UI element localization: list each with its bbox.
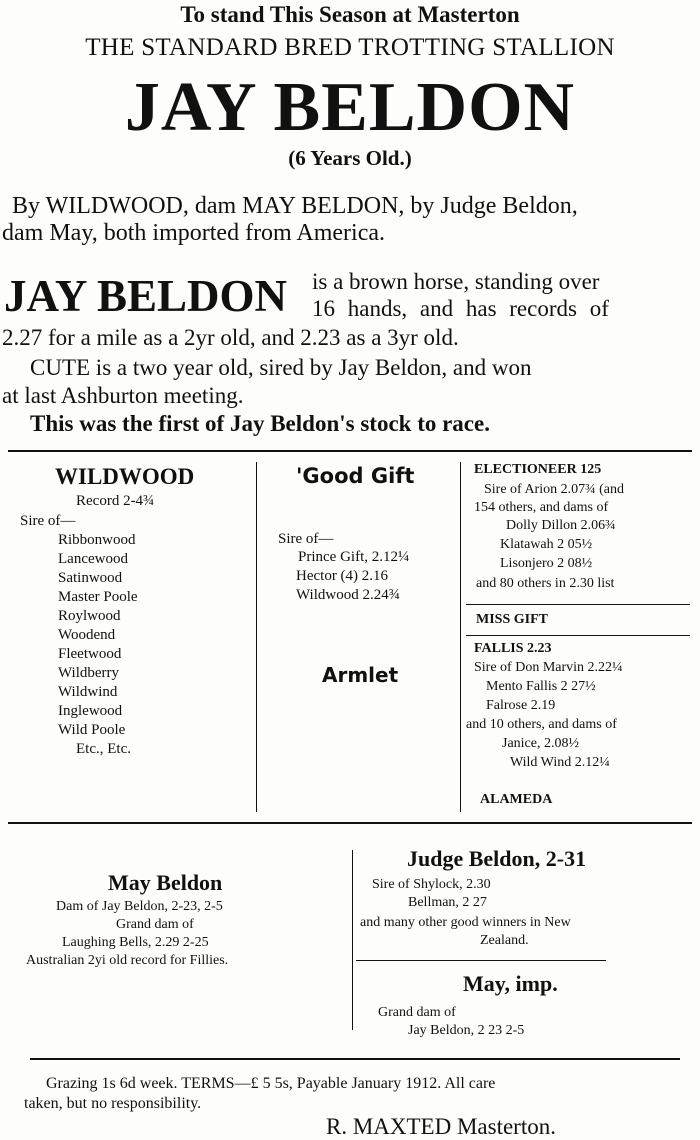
footer-rule: [30, 1058, 680, 1060]
pedigree-divider-1: [256, 462, 257, 812]
breeding-line-2: dam May, both imported from America.: [2, 220, 386, 246]
list-item: Wildwind: [58, 684, 118, 700]
fallis-line-1: Sire of Don Marvin 2.22¼: [474, 660, 623, 675]
header-line-1: To stand This Season at Masterton: [180, 2, 520, 27]
judge-beldon-line-1: Sire of Shylock, 2.30: [372, 877, 491, 892]
may-imp-line-1: Grand dam of: [378, 1005, 456, 1020]
description-line-1: is a brown horse, standing over: [312, 269, 600, 294]
breeding-line-1: By WILDWOOD, dam MAY BELDON, by Judge Beldon,: [12, 193, 578, 219]
fallis-line-3: Falrose 2.19: [486, 698, 556, 713]
pedigree-bottom-split: [356, 960, 606, 961]
wildwood-name: WILDWOOD: [55, 464, 195, 489]
fallis-name: FALLIS 2.23: [474, 641, 552, 656]
list-item: Woodend: [58, 627, 116, 643]
terms-line-2: taken, but no responsibility.: [24, 1095, 202, 1112]
fallis-line-2: Mento Fallis 2 27½: [486, 679, 596, 694]
fallis-line-6: Wild Wind 2.12¼: [510, 755, 610, 770]
wildwood-record: Record 2-4¾: [76, 493, 155, 509]
terms-line-1: Grazing 1s 6d week. TERMS—£ 5 5s, Payable January 1912. All care: [46, 1075, 496, 1092]
list-item: Wildberry: [58, 665, 120, 681]
description-horse-name: JAY BELDON: [4, 271, 287, 321]
may-beldon-line-4: Australian 2yi old record for Fillies.: [26, 953, 229, 968]
wildwood-sire-of: Sire of—: [20, 513, 76, 529]
list-item: Fleetwood: [58, 646, 122, 662]
electioneer-line-1: Sire of Arion 2.07¾ (and: [484, 482, 624, 497]
may-beldon-line-2: Grand dam of: [116, 917, 194, 932]
pedigree-top-rule: [8, 450, 692, 452]
wildwood-etc: Etc., Etc.: [76, 741, 131, 757]
age-label: (6 Years Old.): [288, 146, 412, 170]
pedigree-divider-miss-gift: [466, 635, 690, 636]
list-item: Wild Poole: [58, 722, 126, 738]
electioneer-name: ELECTIONEER 125: [474, 462, 602, 477]
cute-line-2: at last Ashburton meeting.: [2, 383, 244, 408]
judge-beldon-name: Judge Beldon, 2-31: [407, 846, 587, 871]
pedigree-divider-2: [460, 462, 461, 812]
electioneer-line-6: and 80 others in 2.30 list: [476, 576, 615, 591]
may-imp-line-2: Jay Beldon, 2 23 2-5: [408, 1023, 525, 1038]
judge-beldon-line-2: Bellman, 2 27: [408, 895, 487, 910]
description-line-3: 2.27 for a mile as a 2yr old, and 2.23 as a 3yr old.: [2, 325, 459, 350]
fallis-line-5: Janice, 2.08½: [502, 736, 579, 751]
header-line-2: THE STANDARD BRED TROTTING STALLION: [85, 34, 615, 61]
good-gift-name: 'Good Gift: [296, 464, 415, 488]
list-item: Satinwood: [58, 570, 123, 586]
list-item: Ribbonwood: [58, 532, 136, 548]
pedigree-bottom-divider: [352, 850, 353, 1030]
cute-line-1: CUTE is a two year old, sired by Jay Beldon, and won: [30, 355, 532, 380]
description-line-2: 16 hands, and has records of: [312, 296, 609, 321]
signature: R. MAXTED Masterton.: [326, 1114, 556, 1139]
pedigree-mid-rule: [8, 822, 692, 824]
alameda-name: ALAMEDA: [480, 792, 553, 807]
page-title: JAY BELDON: [124, 69, 576, 146]
list-item: Inglewood: [58, 703, 123, 719]
good-gift-progeny-3: Wildwood 2.24¾: [296, 587, 400, 603]
electioneer-line-3: Dolly Dillon 2.06¾: [506, 518, 616, 533]
may-imp-name: May, imp.: [463, 971, 558, 996]
list-item: Lancewood: [58, 551, 128, 567]
miss-gift-name: MISS GIFT: [476, 612, 548, 627]
judge-beldon-line-3: and many other good winners in New: [360, 915, 571, 930]
good-gift-sire-of: Sire of—: [278, 531, 334, 547]
fallis-line-4: and 10 others, and dams of: [466, 717, 617, 732]
good-gift-progeny-2: Hector (4) 2.16: [296, 568, 389, 584]
armlet-name: Armlet: [322, 663, 399, 687]
good-gift-progeny-1: Prince Gift, 2.12¼: [298, 549, 410, 565]
may-beldon-name: May Beldon: [108, 870, 223, 895]
first-stock-line: This was the first of Jay Beldon's stock to race.: [30, 411, 490, 436]
electioneer-line-2: 154 others, and dams of: [474, 500, 609, 515]
may-beldon-line-1: Dam of Jay Beldon, 2-23, 2-5: [56, 899, 223, 914]
list-item: Roylwood: [58, 608, 121, 624]
may-beldon-line-3: Laughing Bells, 2.29 2-25: [62, 935, 209, 950]
electioneer-line-5: Lisonjero 2 08½: [500, 556, 593, 571]
pedigree-divider-electioneer: [466, 604, 690, 605]
electioneer-line-4: Klatawah 2 05½: [500, 537, 593, 552]
judge-beldon-line-4: Zealand.: [480, 933, 529, 948]
list-item: Master Poole: [58, 589, 138, 605]
